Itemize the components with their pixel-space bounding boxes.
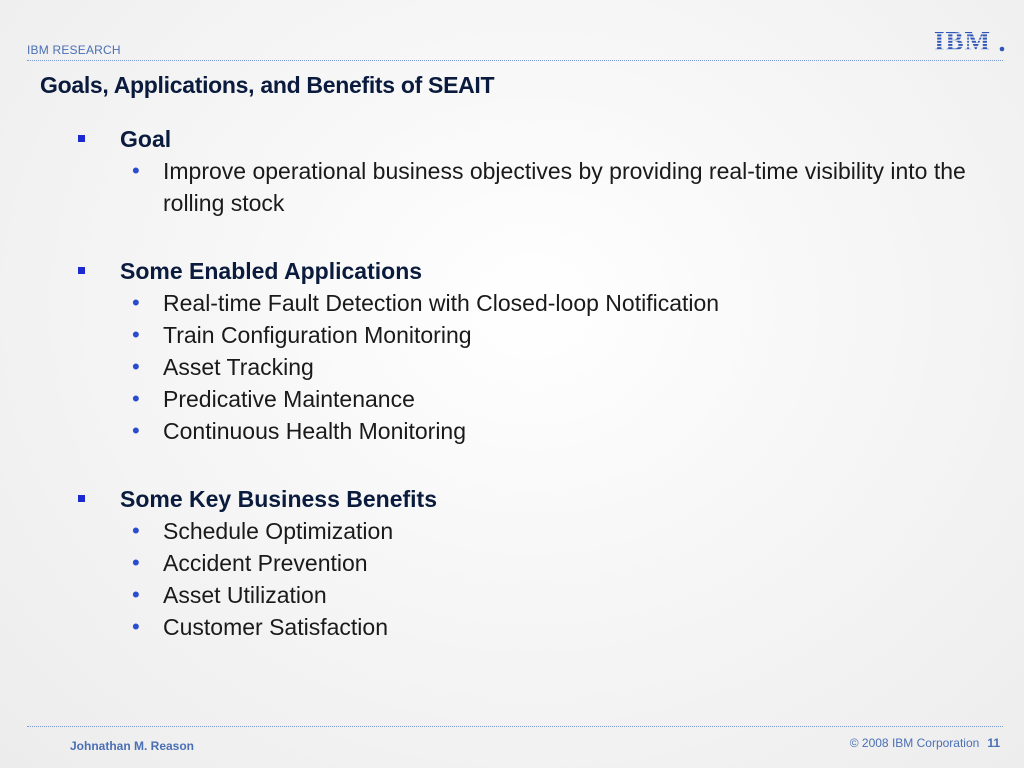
list-item: • Asset Utilization <box>163 579 976 611</box>
section-heading: Some Enabled Applications <box>120 258 423 284</box>
dot-bullet-icon: • <box>132 354 140 379</box>
dot-bullet-icon: • <box>132 386 140 411</box>
page-number: 11 <box>987 736 1000 750</box>
section-goal <box>76 123 976 219</box>
footer-divider <box>27 726 1003 727</box>
dot-bullet-icon: • <box>132 550 140 575</box>
sub-list <box>76 287 976 447</box>
section-heading: Some Key Business Benefits <box>120 486 438 512</box>
list-item: • Predicative Maintenance <box>163 383 976 415</box>
ibm-logo-icon <box>934 28 1006 54</box>
dot-bullet-icon: • <box>132 518 140 543</box>
square-bullet-icon <box>78 267 85 274</box>
dot-bullet-icon: • <box>132 582 140 607</box>
sub-list <box>76 515 976 643</box>
square-bullet-icon <box>78 495 85 502</box>
list-item: • Real-time Fault Detection with Closed-loop Notification <box>163 287 976 319</box>
footer-copyright: © 2008 IBM Corporation <box>849 736 980 750</box>
list-item: • Accident Prevention <box>163 547 976 579</box>
list-item: • Train Configuration Monitoring <box>163 319 976 351</box>
section-heading: Goal <box>120 126 172 152</box>
dot-bullet-icon: • <box>132 418 140 443</box>
sub-list <box>76 155 976 219</box>
footer-info <box>850 736 1000 750</box>
header-label: IBM RESEARCH <box>27 43 121 57</box>
square-bullet-icon <box>78 135 85 142</box>
ibm-logo-text: IBM <box>934 28 991 54</box>
dot-bullet-icon: • <box>132 158 140 183</box>
slide-content <box>76 123 976 679</box>
dot-bullet-icon: • <box>132 322 140 347</box>
list-item: • Improve operational business objectives by providing real-time visibility into the rolling stock <box>163 155 976 219</box>
list-item: • Asset Tracking <box>163 351 976 383</box>
list-item: • Customer Satisfaction <box>163 611 976 643</box>
list-item: • Schedule Optimization <box>163 515 976 547</box>
slide-title: Goals, Applications, and Benefits of SEAIT <box>40 72 495 98</box>
section-business-benefits <box>76 483 976 643</box>
section-enabled-applications <box>76 255 976 447</box>
header-divider <box>27 60 1003 61</box>
list-item: • Continuous Health Monitoring <box>163 415 976 447</box>
footer-author: Johnathan M. Reason <box>70 739 195 753</box>
dot-bullet-icon: • <box>132 614 140 639</box>
dot-bullet-icon: • <box>132 290 140 315</box>
